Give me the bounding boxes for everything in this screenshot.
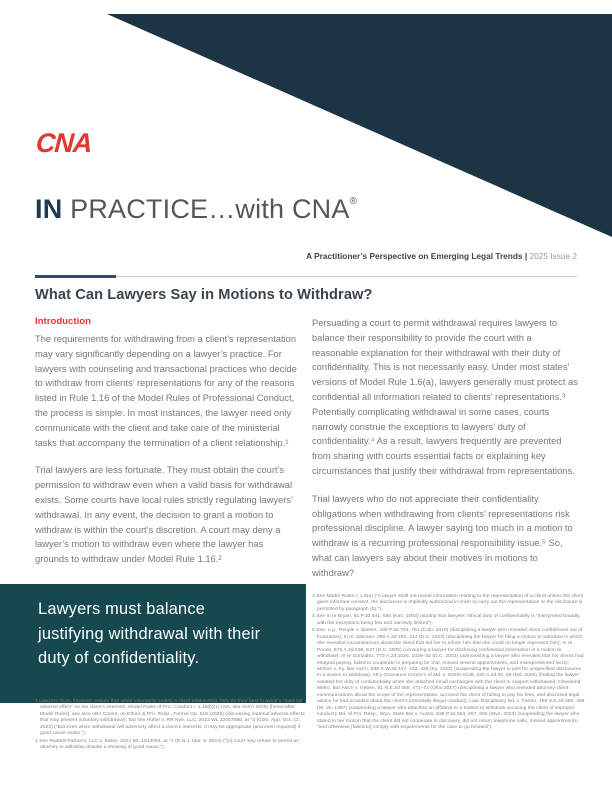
masthead <box>35 194 357 225</box>
registered-mark: ® <box>349 196 358 207</box>
footnote-text: See In re Bryan, 61 P.3d 641, 656 (Kan. 2003) (stating that lawyers’ ethical duty of confidentiality is “interpreted broadly, with the exceptions being few and narrowly limited”). <box>316 614 581 626</box>
masthead-rest: PRACTICE…with CNA <box>62 194 350 224</box>
footnote-number: 3 <box>312 594 315 599</box>
footnote-number: 1 <box>35 699 38 704</box>
footnote <box>312 628 585 731</box>
footnote-text: See Model Rules r. 1.6(a) (“A lawyer shall not reveal information relating to the representation of a client unless the client gives informed consent, the disclosure is impliedly authorized in order to carry out the representation or the disclosure is permitted by paragraph (b).”). <box>316 594 584 612</box>
paragraph: The requirements for withdrawing from a client’s representation may vary significantly depending on a lawyer’s practice. For lawyers with counseling and transactional practices who decide to withdraw from clients’ representations for any of the reasons listed in Rule 1.16 of the Model Rules of Professional Conduct, the process is simple. In most instances, the lawyer need only communicate with the client and take care of the ministerial tasks that accompany the termination of a client relationship.¹ <box>35 334 297 448</box>
article-column-right <box>312 316 580 594</box>
paragraph: Trial lawyers are less fortunate. They must obtain the court’s permission to withdraw even when a valid basis for withdrawal exists. Some courts have local rules strictly regulating lawyers’ withdrawal. In any event, the decision to grant a motion to withdraw is within the court’s discretion. A court may deny a lawyer’s motion to withdraw even where the lawyer has grounds to withdraw under Model Rule 1.16.² <box>35 465 293 565</box>
pullquote-box <box>0 584 306 703</box>
divider-rule-accent <box>35 275 116 278</box>
pullquote-line: justifying withdrawal with their <box>38 624 261 643</box>
tagline <box>306 251 577 261</box>
pullquote-text <box>38 597 288 671</box>
footnotes-left <box>35 699 306 753</box>
footnote-number: 4 <box>312 614 315 620</box>
footnotes-right <box>312 594 585 733</box>
article-column-left <box>35 316 299 580</box>
footnote-text: Lawyers must, however, ensure that when voluntarily ending a client relationship, they do their best to avoid a “material adverse effect” on the client’s interests. Model Rules of Pro. Conduct r. 1.16(b)(1) (Am. Bar Ass’n 2025) [hereinafter Model Rules]; see also ABA Comm. on Ethics & Pro. Resp., Formal Op. 516 (2025) (discussing material adverse effects that may prevent voluntary withdrawal). But see Hufler v. RR Nye, LLC, 2023 WL 12057080, at *3 (Colo. App. Oct. 12, 2023) (“But even when withdrawal will adversely affect a client’s interests, it may be appropriate (and even required) if good cause exists.”). <box>39 699 305 737</box>
intro-heading: Introduction <box>35 316 91 327</box>
footnote-number: 2 <box>35 738 38 744</box>
paragraph: Trial lawyers who do not appreciate their confidentiality obligations when withdrawing from clients’ representations risk professional discipline. A lawyer saying too much in a motion to withdraw is a recurring professional responsibility issue.⁵ So, what can lawyers say about their motives in motions to withdraw? <box>312 493 573 578</box>
footnote <box>35 739 306 752</box>
pullquote-line: duty of confidentiality. <box>38 649 200 667</box>
footnote-text: See Rastelli Partners, LLC v. Baker, 2024 WL 1913084, at *1 (D.N.J. Mar. 6, 2024) (“[A] court may refuse to permit an attorney to withdraw despite a showing of good cause.”). <box>39 738 299 751</box>
footnote <box>35 699 306 738</box>
footnote-text: See, e.g., People v. Waters, 438 P.3d 753, 761 (Colo. 2019) (disciplining a lawyer who revealed client confidences out of frustration); In re Johnson, 298 A.3d 294, 314 (D.C. 2023) (disciplining the lawyer for filing a motion to withdraw in which she revealed circumstances about the client that led her to inform him that she could no longer represent him); In re Ponds, 876 A.2d 636, 637 (D.C. 2005) (censuring a lawyer for disclosing confidential information in a motion to withdraw); In re Gonzalez, 773 A.2d 1026, 1029–32 (D.C. 2001) (admonishing a lawyer who revealed that his clients had stopped paying, failed to cooperate in preparing for trial, missed several appointments, and misrepresented facts); Mohon v. Ky. Bar Ass’n, 638 S.W.3d 417, 422, 429 (Ky. 2022) (suspending the lawyer in part for unspecified disclosures in a motion to withdraw); Att’y Grievance Comm’n of Md. v. Smith-Scott, 230 A.3d 30, 69 (Md. 2020) (finding the lawyer violated her duty of confidentiality when she attached email exchanges with the client to support withdrawal); Cleveland Metro. Bar Ass’n v. Heben, 81 N.E.3d 469, 471–72 (Ohio 2017) (disciplining a lawyer who revealed attorney-client communications about the scope of the representation, accused the client of failing to pay his fees, and disclosed legal advice he had provided about the client’s potentially illegal conduct); Law. Disciplinary Bd. v. Farber, 488 S.E.2d 460, 466 (W. Va. 1997) (suspending a lawyer who attached an affidavit to a motion to withdraw accusing the client of improper conduct); Bd. of Pro. Resp., Wyo. State Bar v. Austin, 538 P.3d 653, 657, 660 (Wyo. 2023) (suspending the lawyer who stated in her motion that the client did not cooperate in discovery, did not return telephone calls, missed appointments, “and otherwise [failed to] comply with requirements for the case to go forward”). <box>316 628 585 731</box>
footnote <box>312 614 585 627</box>
tagline-issue: 2025 Issue 2 <box>529 251 577 261</box>
paragraph: Persuading a court to permit withdrawal requires lawyers to balance their responsibility to provide the court with a reasonable explanation for their withdrawal with their duty of confidentiality. This is not necessarily easy. Under most states’ versions of Model Rule 1.6(a), lawyers generally must protect as confidential all information related to clients’ representations.³ Potentially complicating withdrawal in some cases, courts narrowly construe the exceptions to lawyers’ duty of confidentiality.⁴ As a result, lawyers frequently are prevented from sharing with courts essential facts or explaining key circumstances that justify their withdrawal from representations. <box>312 318 578 476</box>
footnote <box>312 594 585 613</box>
divider-rule <box>35 276 577 277</box>
pullquote-line: Lawyers must balance <box>38 600 206 618</box>
footnote-number: 5 <box>312 628 315 634</box>
tagline-title: A Practitioner’s Perspective on Emerging Legal Trends | <box>306 251 530 261</box>
masthead-bold-word: IN <box>35 194 63 224</box>
page-title: What Can Lawyers Say in Motions to Withdraw? <box>35 287 373 303</box>
cna-logo: CNA <box>34 128 93 158</box>
